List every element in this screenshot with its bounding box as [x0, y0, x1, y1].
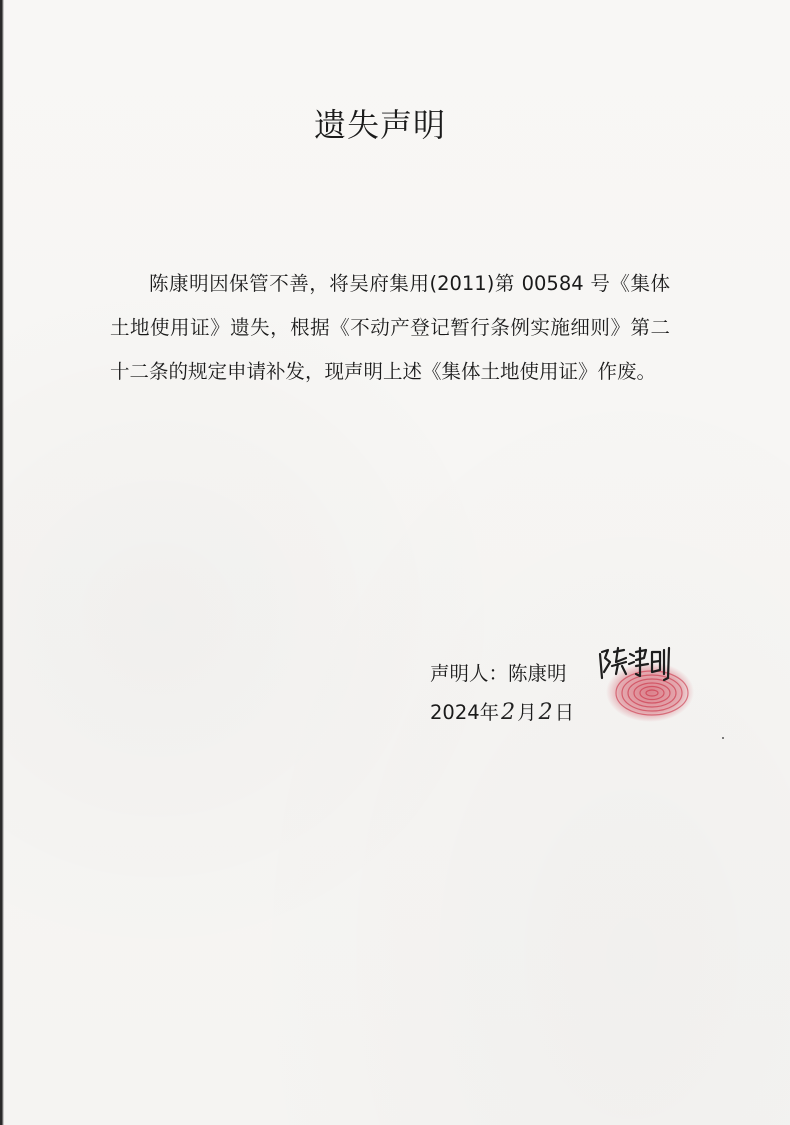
scan-edge: [0, 0, 4, 1125]
date-year-unit: 年: [479, 701, 500, 724]
date-day: 2: [538, 700, 553, 725]
page-title: 遗失声明: [313, 106, 446, 144]
handwritten-signature: [596, 644, 674, 690]
declarant-line: [430, 658, 567, 686]
date-day-unit: 日: [554, 701, 575, 724]
scan-speck: [722, 737, 724, 739]
statement-body: 陈康明因保管不善，将吴府集用(2011)第 00584 号《集体土地使用证》遗失，根据《不动产登记暂行条例实施细则》第二十二条的规定申请补发，现声明上述《集体土地使用证》作废。: [110, 272, 670, 383]
declarant-label: 声明人：: [430, 662, 509, 685]
declarant-name: 陈康明: [508, 662, 567, 685]
date-month-unit: 月: [517, 701, 537, 724]
date-month: 2: [501, 700, 516, 725]
date-year: 2024: [430, 701, 480, 724]
date-line: [430, 697, 574, 725]
